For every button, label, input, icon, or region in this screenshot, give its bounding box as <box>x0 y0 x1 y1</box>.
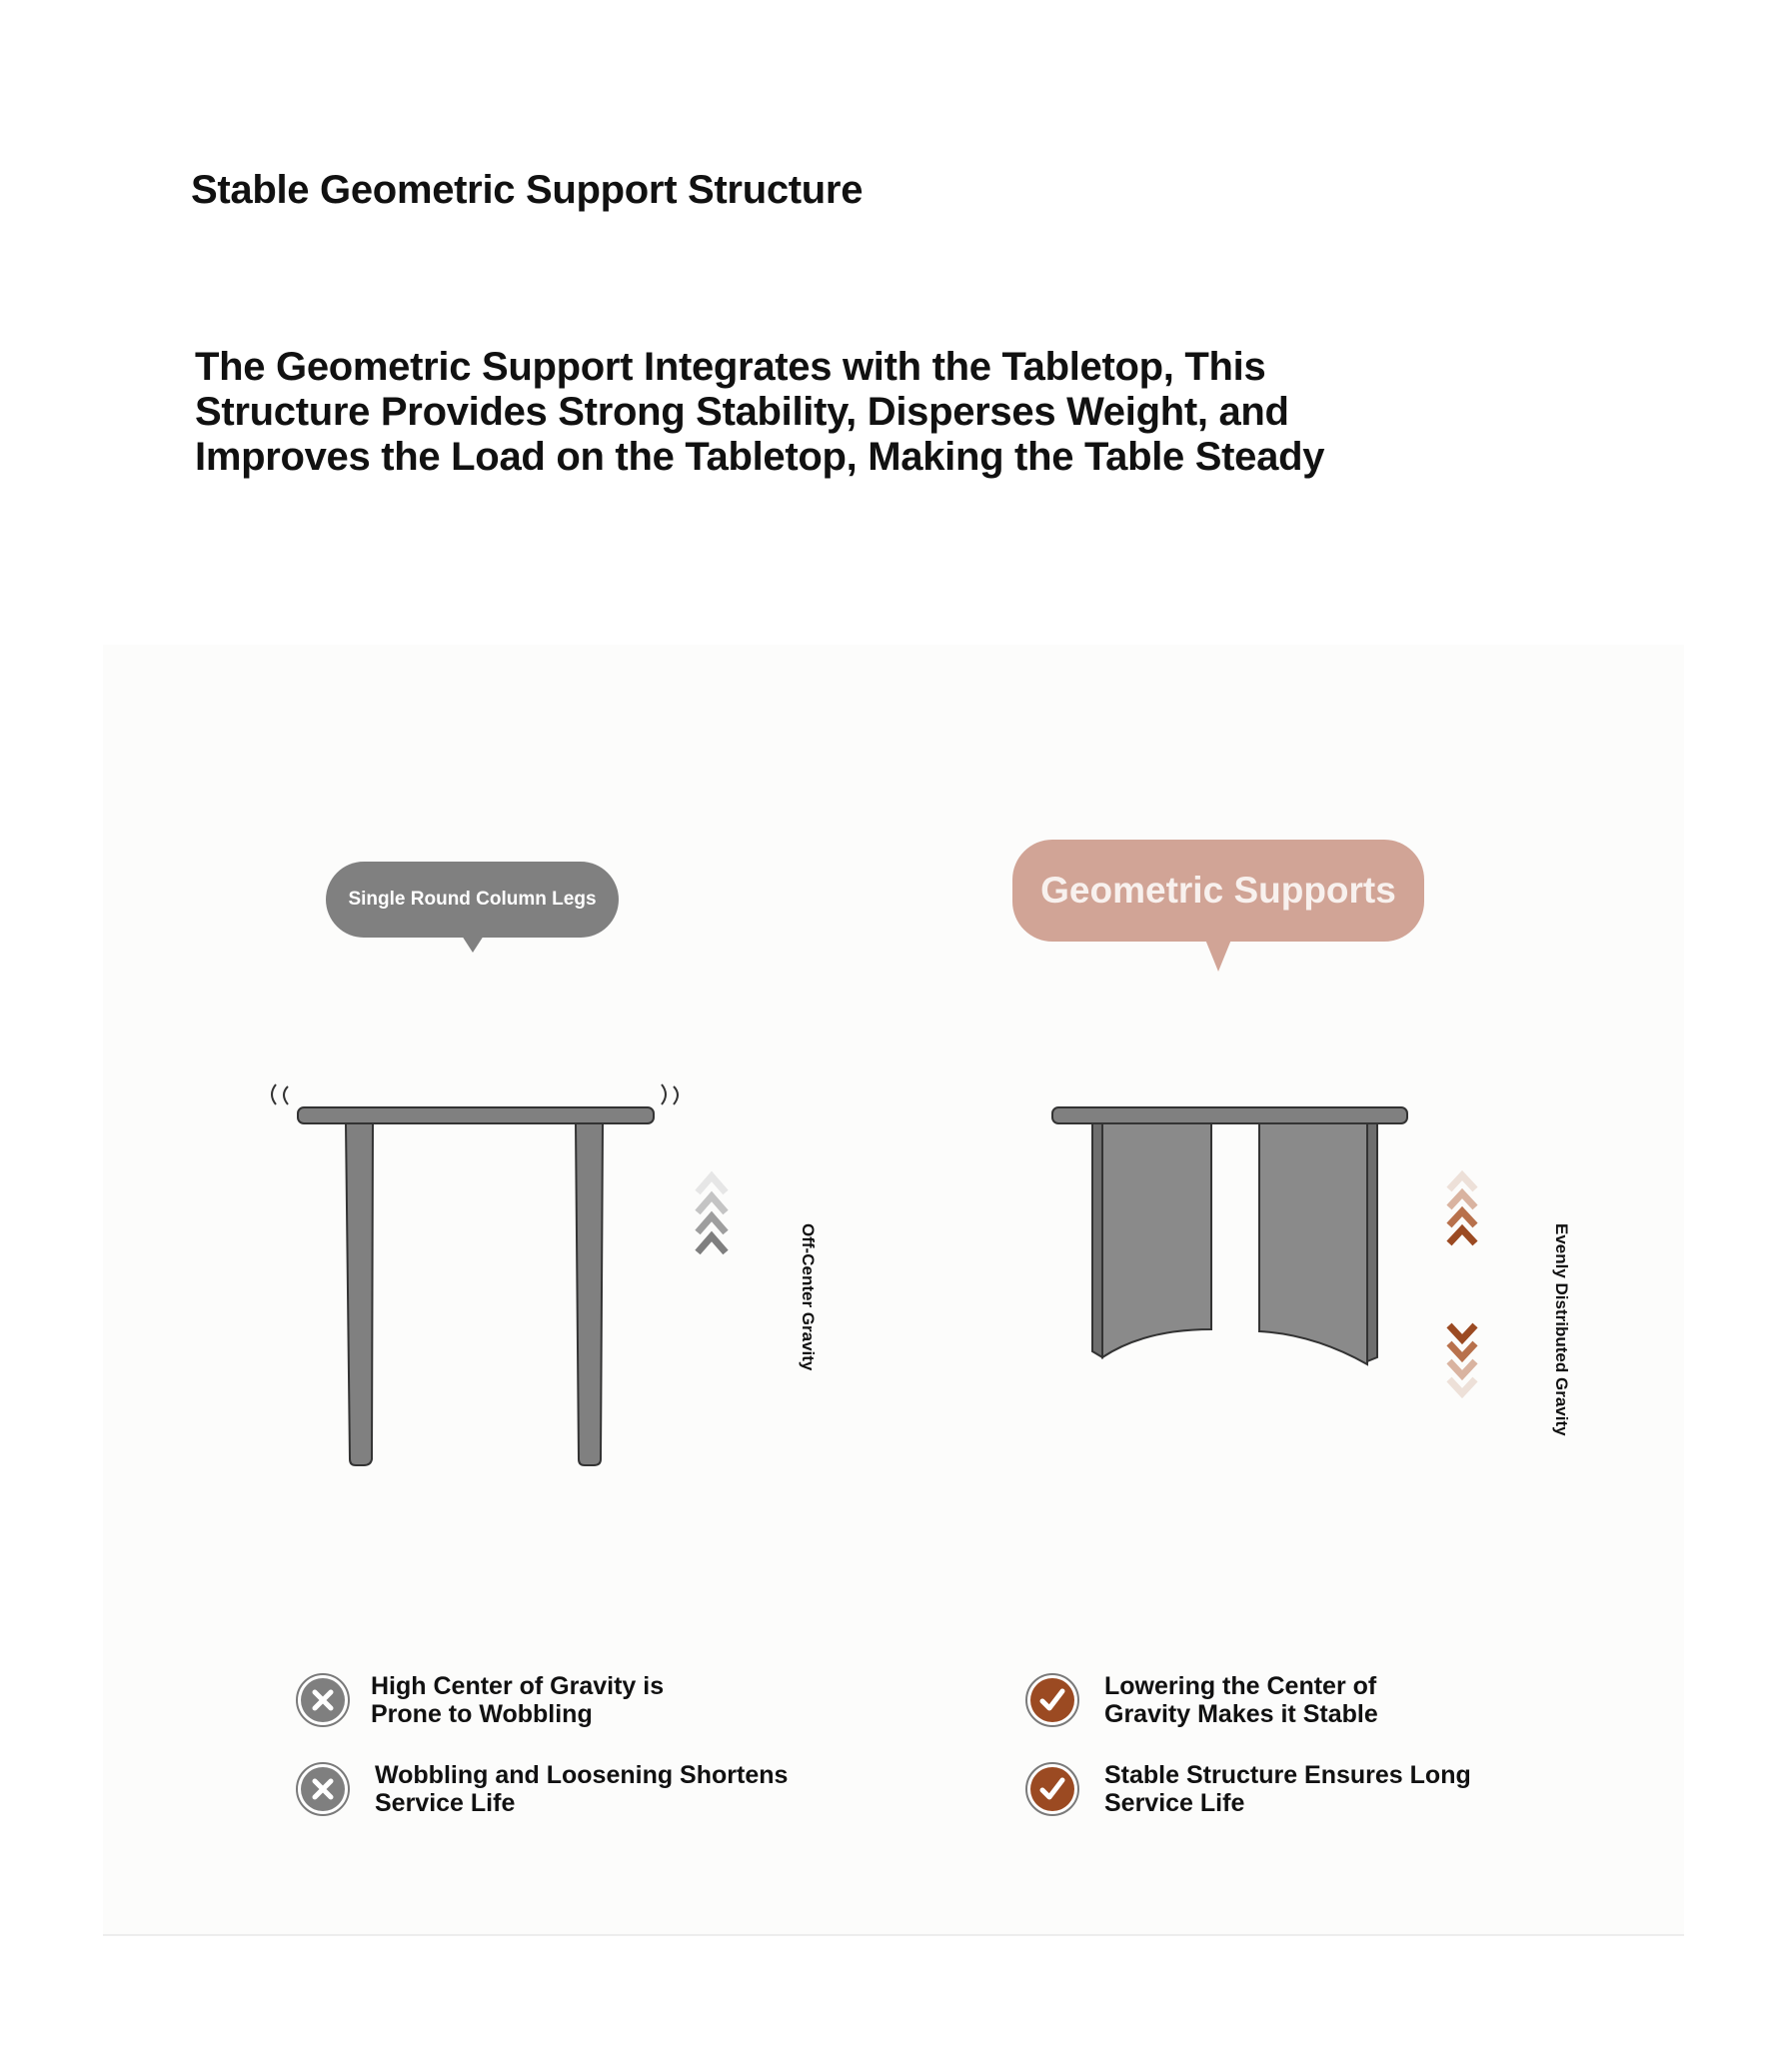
off-center-gravity-label: Off-Center Gravity <box>799 1223 818 1371</box>
geometric-support-panel <box>1259 1123 1367 1364</box>
tabletop <box>298 1107 654 1123</box>
description-line: Structure Provides Strong Stability, Disperses Weight, and <box>195 390 1289 434</box>
feature-line: Wobbling and Loosening Shortens <box>375 1761 789 1789</box>
description-line: The Geometric Support Integrates with the Tabletop, This <box>195 345 1266 389</box>
drawback-item <box>295 1672 664 1728</box>
x-icon <box>295 1761 351 1817</box>
x-icon <box>295 1672 351 1728</box>
feature-line: Stable Structure Ensures Long <box>1104 1761 1471 1789</box>
wobble-marks-left <box>272 1084 288 1104</box>
geometric-support-table-illustration <box>1044 1099 1424 1379</box>
check-icon <box>1024 1672 1080 1728</box>
support-panel-edge <box>1092 1123 1102 1357</box>
left-bubble-tail <box>462 936 484 953</box>
feature-line: Service Life <box>375 1789 516 1817</box>
feature-line: Service Life <box>1104 1789 1245 1817</box>
tabletop <box>1052 1107 1407 1123</box>
description <box>195 345 1494 480</box>
description-line: Improves the Load on the Tabletop, Making the Table Steady <box>195 435 1325 479</box>
evenly-distributed-gravity-label: Evenly Distributed Gravity <box>1552 1223 1571 1436</box>
drawback-text <box>371 1672 664 1728</box>
benefit-item <box>1024 1761 1471 1817</box>
table-leg <box>576 1123 603 1465</box>
feature-line: Gravity Makes it Stable <box>1104 1700 1378 1728</box>
support-panel-edge <box>1367 1123 1377 1361</box>
drawback-text <box>375 1761 788 1817</box>
benefit-text <box>1104 1672 1378 1728</box>
left-bubble-label: Single Round Column Legs <box>326 862 619 938</box>
page-heading: Stable Geometric Support Structure <box>191 168 864 212</box>
right-bubble-label: Geometric Supports <box>1012 840 1424 942</box>
feature-line: High Center of Gravity is <box>371 1672 665 1700</box>
check-icon <box>1024 1761 1080 1817</box>
right-bubble-tail <box>1205 940 1231 972</box>
benefit-item <box>1024 1672 1378 1728</box>
drawback-item <box>295 1761 788 1817</box>
up-chevrons-gray-icon <box>690 1164 740 1274</box>
feature-line: Lowering the Center of <box>1104 1672 1377 1700</box>
feature-line: Prone to Wobbling <box>371 1700 593 1728</box>
wobble-marks-right <box>662 1084 678 1104</box>
geometric-support-panel <box>1102 1123 1211 1357</box>
balanced-chevrons-brown-icon <box>1439 1159 1489 1409</box>
benefit-text <box>1104 1761 1471 1817</box>
round-leg-table-illustration <box>260 1074 690 1474</box>
table-leg <box>346 1123 373 1465</box>
